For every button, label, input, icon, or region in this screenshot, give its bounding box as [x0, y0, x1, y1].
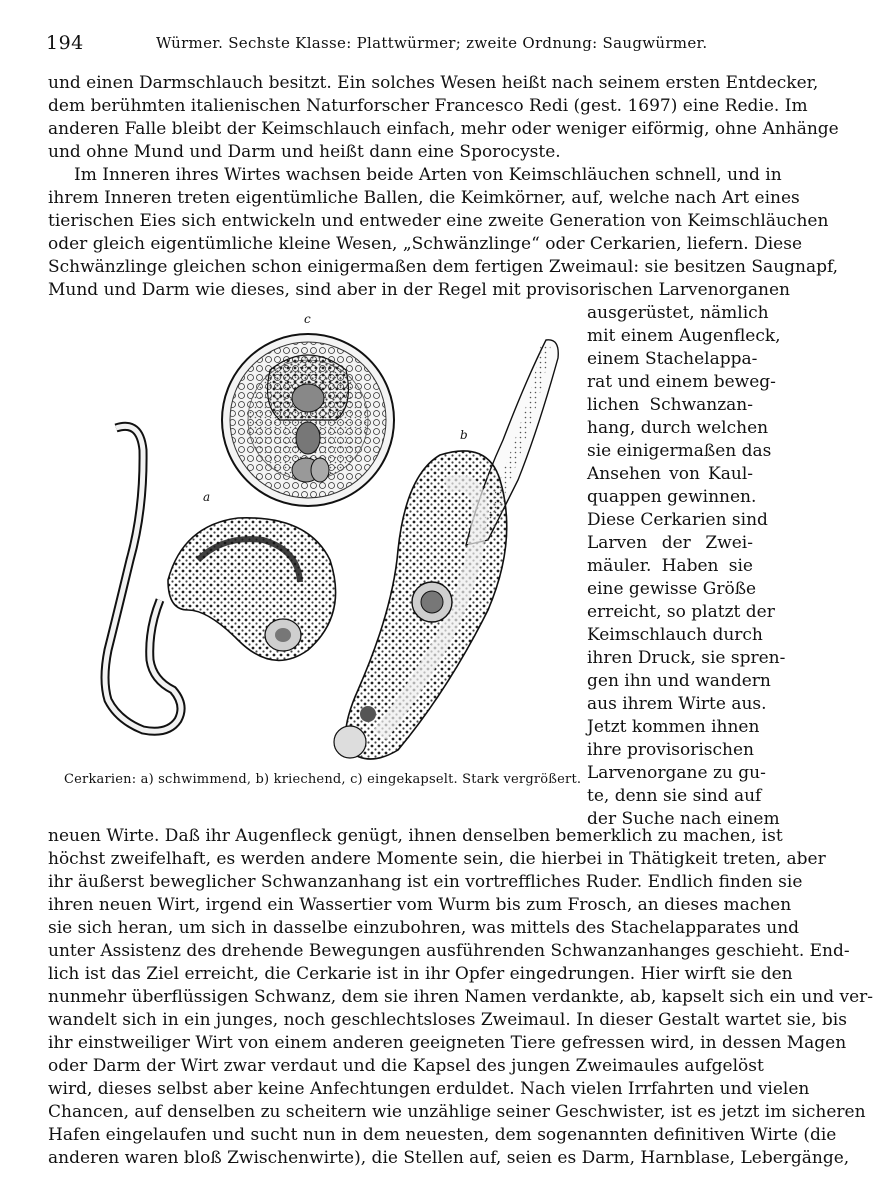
- side-text-line: quappen gewinnen.: [587, 487, 757, 507]
- side-text-line: rat und einem beweg-: [587, 372, 776, 392]
- text-line: ihr einstweiliger Wirt von einem anderen geeigneten Tiere gefressen wird, in dessen Magen: [48, 1033, 847, 1053]
- text-line: wandelt sich in ein junges, noch geschlechtsloses Zweimaul. In dieser Gestalt wartet sie, bis: [48, 1010, 847, 1030]
- side-text-line: Jetzt kommen ihnen: [587, 717, 760, 737]
- side-text-line: ihre provisorischen: [587, 740, 754, 760]
- cercaria-cyst-c: [222, 334, 394, 506]
- side-text-line: eine gewisse Größe: [587, 579, 757, 599]
- side-text-line: Keimschlauch durch: [587, 625, 763, 645]
- side-text-line: Larven der Zwei-: [587, 533, 753, 553]
- side-text-line: ihren Druck, sie spren-: [587, 648, 786, 668]
- text-line: und einen Darmschlauch besitzt. Ein solches Wesen heißt nach seinem ersten Entdecker,: [48, 73, 819, 93]
- side-text-line: sie einigermaßen das: [587, 441, 772, 461]
- text-line: ihren neuen Wirt, irgend ein Wassertier vom Wurm bis zum Frosch, an dieses machen: [48, 895, 792, 915]
- text-line: ihr äußerst beweglicher Schwanzanhang ist ein vortreffliches Ruder. Endlich finden sie: [48, 872, 803, 892]
- figure-label-c: c: [304, 312, 311, 326]
- text-line: anderen Falle bleibt der Keimschlauch einfach, mehr oder weniger eiförmig, ohne Anhänge: [48, 119, 839, 139]
- figure-label-b: b: [460, 428, 468, 442]
- side-text-line: mit einem Augenfleck,: [587, 326, 781, 346]
- figure-caption: Cerkarien: a) schwimmend, b) kriechend, c) eingekapselt. Stark vergrößert.: [64, 772, 582, 787]
- side-text-line: hang, durch welchen: [587, 418, 769, 438]
- cercaria-illustration: [48, 310, 578, 770]
- side-text-line: Larvenorgane zu gu-: [587, 763, 766, 783]
- text-line: Hafen eingelaufen und sucht nun in dem neuesten, dem sogenannten definitiven Wirte (die: [48, 1125, 837, 1145]
- text-line: höchst zweifelhaft, es werden andere Momente sein, die hierbei in Thätigkeit treten, aber: [48, 849, 826, 869]
- text-line: und ohne Mund und Darm und heißt dann eine Sporocyste.: [48, 142, 561, 162]
- side-text-line: te, denn sie sind auf: [587, 786, 762, 806]
- text-line: nunmehr überflüssigen Schwanz, dem sie ihren Namen verdankte, ab, kapselt sich ein und ver-: [48, 987, 873, 1007]
- side-text-line: Ansehen von Kaul-: [587, 464, 753, 484]
- side-text-line: Diese Cerkarien sind: [587, 510, 768, 530]
- side-text-line: aus ihrem Wirte aus.: [587, 694, 767, 714]
- text-line: ihrem Inneren treten eigentümliche Ballen, die Keimkörner, auf, welche nach Art eines: [48, 188, 800, 208]
- side-text-line: einem Stachelappa-: [587, 349, 758, 369]
- side-text-line: lichen Schwanzan-: [587, 395, 753, 415]
- text-line: sie sich heran, um sich in dasselbe einzubohren, was mittels des Stachelapparates und: [48, 918, 800, 938]
- side-text-line: der Suche nach einem: [587, 809, 780, 829]
- text-line: oder Darm der Wirt zwar verdaut und die Kapsel des jungen Zweimaules aufgelöst: [48, 1056, 764, 1076]
- side-text-line: gen ihn und wandern: [587, 671, 771, 691]
- running-title: Würmer. Sechste Klasse: Plattwürmer; zweite Ordnung: Saugwürmer.: [156, 34, 708, 52]
- text-line: neuen Wirte. Daß ihr Augenfleck genügt, ihnen denselben bemerklich zu machen, ist: [48, 826, 783, 846]
- text-line: anderen waren bloß Zwischenwirte), die Stellen auf, seien es Darm, Harnblase, Lebergänge,: [48, 1148, 850, 1168]
- text-line: lich ist das Ziel erreicht, die Cerkarie ist in ihr Opfer eingedrungen. Hier wirft sie den: [48, 964, 793, 984]
- text-line: oder gleich eigentümliche kleine Wesen, „Schwänzlinge“ oder Cerkarien, liefern. Diese: [48, 234, 803, 254]
- text-line: unter Assistenz des drehende Bewegungen ausführenden Schwanzanhanges geschieht. End-: [48, 941, 850, 961]
- text-line: Schwänzlinge gleichen schon einigermaßen dem fertigen Zweimaul: sie besitzen Saugnapf,: [48, 257, 839, 277]
- cercaria-figure: [48, 310, 582, 805]
- text-line: wird, dieses selbst aber keine Anfechtungen erduldet. Nach vielen Irrfahrten und vielen: [48, 1079, 810, 1099]
- text-line: tierischen Eies sich entwickeln und entweder eine zweite Generation von Keimschläuchen: [48, 211, 829, 231]
- side-text-line: erreicht, so platzt der: [587, 602, 775, 622]
- page-header: [38, 30, 753, 56]
- side-text-line: ausgerüstet, nämlich: [587, 303, 769, 323]
- text-line: Mund und Darm wie dieses, sind aber in der Regel mit provisorischen Larvenorganen: [48, 280, 790, 300]
- text-line: Chancen, auf denselben zu scheitern wie unzählige seiner Geschwister, ist es jetzt im sicheren: [48, 1102, 866, 1122]
- figure-label-a: a: [203, 490, 211, 504]
- side-text-line: mäuler. Haben sie: [587, 556, 753, 576]
- text-line: dem berühmten italienischen Naturforscher Francesco Redi (gest. 1697) eine Redie. Im: [48, 96, 808, 116]
- text-line: Im Inneren ihres Wirtes wachsen beide Arten von Keimschläuchen schnell, und in: [74, 165, 782, 185]
- page-number: 194: [46, 32, 84, 54]
